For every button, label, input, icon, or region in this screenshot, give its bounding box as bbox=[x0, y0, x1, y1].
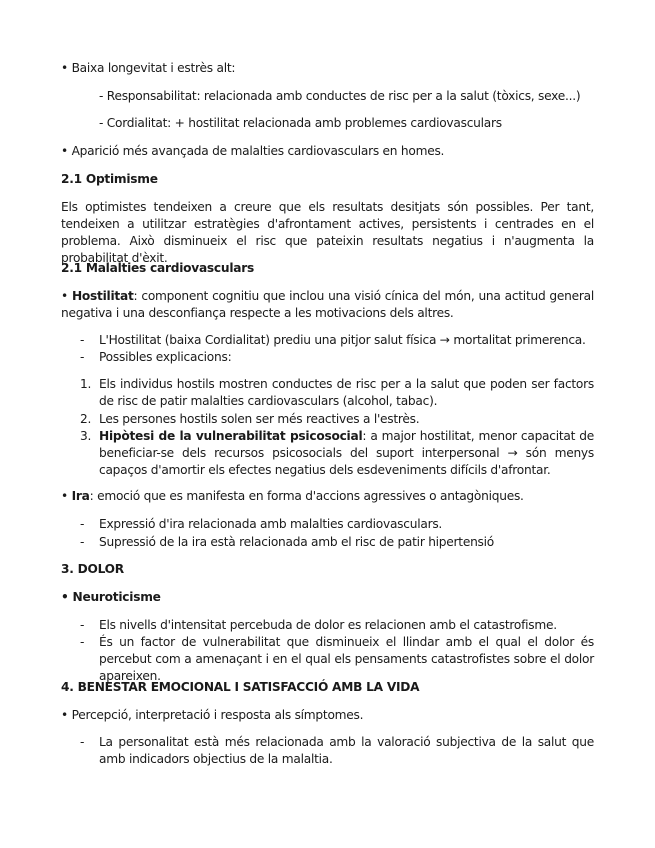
list-item bbox=[80, 516, 594, 533]
heading-benestar: 4. BENESTAR EMOCIONAL I SATISFACCIÓ AMB LA VIDA bbox=[61, 680, 420, 694]
list-item-text: Expressió d'ira relacionada amb malalties cardiovasculars. bbox=[99, 517, 443, 531]
number-marker: 2. bbox=[80, 412, 92, 426]
dash-marker: - bbox=[80, 635, 85, 649]
sub-responsabilitat: - Responsabilitat: relacionada amb conductes de risc per a la salut (tòxics, sexe...) bbox=[99, 89, 581, 103]
paragraph-ira bbox=[61, 488, 594, 505]
numbered-item bbox=[80, 376, 594, 410]
bullet-neuroticisme: • Neuroticisme bbox=[61, 590, 161, 604]
list-item bbox=[80, 634, 594, 685]
dash-marker: - bbox=[80, 350, 85, 364]
list-item bbox=[80, 617, 594, 634]
definition-ira: : emoció que es manifesta en forma d'accions agressives o antagòniques. bbox=[89, 489, 524, 503]
bullet-aparicio: • Aparició més avançada de malalties cardiovasculars en homes. bbox=[61, 144, 445, 158]
list-item bbox=[80, 332, 594, 349]
bullet-marker: • bbox=[61, 489, 68, 503]
sub-cordialitat: - Cordialitat: + hostilitat relacionada amb problemes cardiovasculars bbox=[99, 116, 502, 130]
bullet-percepcio: • Percepció, interpretació i resposta als símptomes. bbox=[61, 708, 364, 722]
list-item-text: Possibles explicacions: bbox=[99, 350, 232, 364]
bullet-baixa-longevitat: • Baixa longevitat i estrès alt: bbox=[61, 61, 236, 75]
term-hipotesi: Hipòtesi de la vulnerabilitat psicosocial bbox=[99, 429, 363, 443]
list-item-text: És un factor de vulnerabilitat que disminueix el llindar amb el qual el dolor és percebut com a amenaçant i en el qual els pensaments catastrofistes sobre el dolor apareixen. bbox=[99, 635, 594, 683]
list-item bbox=[80, 734, 594, 768]
dash-marker: - bbox=[80, 735, 85, 749]
heading-optimisme: 2.1 Optimisme bbox=[61, 172, 158, 186]
dash-marker: - bbox=[80, 517, 85, 531]
list-item bbox=[80, 349, 594, 366]
numbered-item bbox=[80, 411, 594, 428]
numbered-item-text: Els individus hostils mostren conductes de risc per a la salut que poden ser factors de risc de patir malalties cardiovasculars (alcohol, tabac). bbox=[99, 377, 594, 408]
hipotesi-text: : a major hostilitat, menor capacitat de beneficiar-se dels recursos psicosocials del suport interpersonal → són menys capaços d'amortir els efectes negatius dels esdeveniments difícils d'afrontar. bbox=[99, 429, 594, 477]
numbered-item bbox=[80, 428, 594, 479]
heading-dolor: 3. DOLOR bbox=[61, 562, 124, 576]
term-hostilitat: Hostilitat bbox=[71, 289, 134, 303]
number-marker: 3. bbox=[80, 429, 92, 443]
heading-malalties-cardiovasculars: 2.1 Malalties cardiovasculars bbox=[61, 261, 255, 275]
numbered-item-text: Les persones hostils solen ser més reactives a l'estrès. bbox=[99, 412, 420, 426]
numbered-item-text bbox=[99, 428, 594, 479]
paragraph-optimisme: Els optimistes tendeixen a creure que els resultats desitjats són possibles. Per tant, tendeixen a utilitzar estratègies d'afrontament actives, persistents i centrades en el problema. Això disminueix el risc que pateixin resultats negatius i n'augmenta la probabilitat d'èxit. bbox=[61, 200, 594, 265]
bullet-marker: • bbox=[61, 289, 68, 303]
dash-marker: - bbox=[80, 618, 85, 632]
list-item bbox=[80, 534, 594, 551]
list-item-text: Els nivells d'intensitat percebuda de dolor es relacionen amb el catastrofisme. bbox=[99, 618, 557, 632]
list-item-text: Supressió de la ira està relacionada amb el risc de patir hipertensió bbox=[99, 535, 494, 549]
list-item-text: L'Hostilitat (baixa Cordialitat) prediu una pitjor salut física → mortalitat primerenca. bbox=[99, 333, 586, 347]
dash-marker: - bbox=[80, 535, 85, 549]
list-item-text: La personalitat està més relacionada amb la valoració subjectiva de la salut que amb indicadors objectius de la malaltia. bbox=[99, 735, 594, 766]
definition-hostilitat: : component cognitiu que inclou una visió cínica del món, una actitud general negativa i una desconfiança respecte a les motivacions dels altres. bbox=[61, 289, 595, 320]
number-marker: 1. bbox=[80, 377, 92, 391]
paragraph-hostilitat bbox=[61, 288, 594, 322]
term-ira: Ira bbox=[71, 489, 90, 503]
dash-marker: - bbox=[80, 333, 85, 347]
